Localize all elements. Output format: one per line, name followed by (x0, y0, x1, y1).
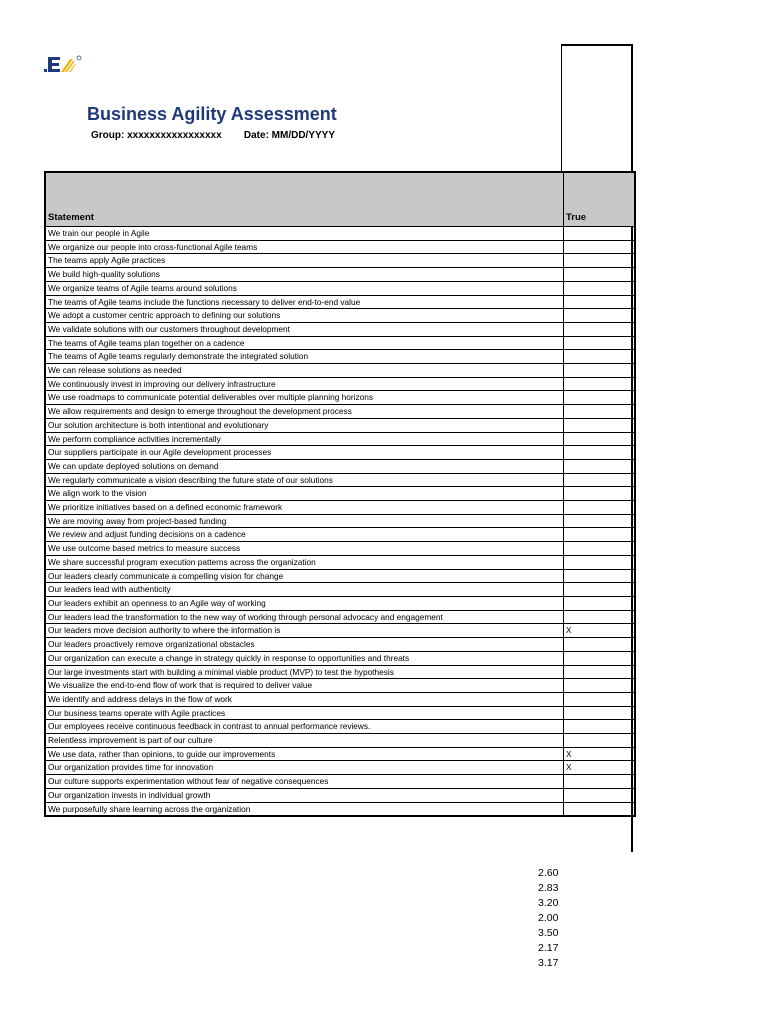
frame-top-border (561, 44, 633, 46)
true-cell[interactable] (564, 446, 636, 460)
table-row (45, 761, 635, 775)
true-cell[interactable] (564, 514, 636, 528)
score-value: 2.83 (538, 882, 559, 894)
true-cell[interactable] (564, 309, 636, 323)
table-row (45, 528, 635, 542)
true-cell[interactable]: X (564, 624, 636, 638)
table-row (45, 309, 635, 323)
table-row (45, 747, 635, 761)
true-cell[interactable] (564, 596, 636, 610)
table-row (45, 788, 635, 802)
true-cell[interactable] (564, 665, 636, 679)
table-row (45, 336, 635, 350)
statement-cell: Our organization provides time for innovation (45, 761, 564, 775)
statement-cell: We align work to the vision (45, 487, 564, 501)
table-row (45, 295, 635, 309)
statement-cell: Our solution architecture is both intentional and evolutionary (45, 418, 564, 432)
true-cell[interactable] (564, 377, 636, 391)
statement-cell: Our leaders lead the transformation to the new way of working through personal advocacy and engagement (45, 610, 564, 624)
true-cell[interactable] (564, 281, 636, 295)
score-value: 2.00 (538, 912, 559, 924)
statement-cell: We adopt a customer centric approach to defining our solutions (45, 309, 564, 323)
true-cell[interactable] (564, 583, 636, 597)
statement-cell: We review and adjust funding decisions on a cadence (45, 528, 564, 542)
table-row (45, 706, 635, 720)
statement-cell: Our culture supports experimentation without fear of negative consequences (45, 775, 564, 789)
true-cell[interactable] (564, 487, 636, 501)
statement-cell: The teams of Agile teams plan together on a cadence (45, 336, 564, 350)
e-logo-icon (44, 54, 84, 76)
table-row (45, 651, 635, 665)
table-row (45, 446, 635, 460)
assessment-table (44, 171, 636, 817)
statement-cell: Our leaders proactively remove organizational obstacles (45, 638, 564, 652)
score-value: 3.20 (538, 897, 559, 909)
true-cell[interactable] (564, 788, 636, 802)
table-row (45, 514, 635, 528)
header-meta (91, 130, 335, 141)
table-row (45, 391, 635, 405)
column-header-true: True (564, 172, 636, 227)
statement-cell: Our leaders clearly communicate a compelling vision for change (45, 569, 564, 583)
true-cell[interactable] (564, 720, 636, 734)
true-cell[interactable]: X (564, 761, 636, 775)
statement-cell: We purposefully share learning across the organization (45, 802, 564, 816)
statement-cell: The teams of Agile teams regularly demonstrate the integrated solution (45, 350, 564, 364)
true-cell[interactable] (564, 391, 636, 405)
true-cell[interactable] (564, 692, 636, 706)
table-row (45, 473, 635, 487)
table-row (45, 268, 635, 282)
table-row (45, 775, 635, 789)
statement-cell: Our organization invests in individual growth (45, 788, 564, 802)
statement-cell: We identify and address delays in the flow of work (45, 692, 564, 706)
true-cell[interactable] (564, 528, 636, 542)
date-label: Date: MM/DD/YYYY (243, 130, 336, 141)
true-cell[interactable] (564, 322, 636, 336)
statement-cell: Our leaders move decision authority to where the information is (45, 624, 564, 638)
table-row (45, 610, 635, 624)
true-cell[interactable] (564, 610, 636, 624)
statement-cell: We use data, rather than opinions, to guide our improvements (45, 747, 564, 761)
true-cell[interactable] (564, 336, 636, 350)
statement-cell: The teams apply Agile practices (45, 254, 564, 268)
group-label: Group: xxxxxxxxxxxxxxxxx (91, 130, 222, 141)
true-cell[interactable] (564, 542, 636, 556)
table-row (45, 227, 635, 241)
table-row (45, 254, 635, 268)
true-cell[interactable] (564, 268, 636, 282)
statement-cell: We continuously invest in improving our delivery infrastructure (45, 377, 564, 391)
true-cell[interactable] (564, 350, 636, 364)
table-row (45, 377, 635, 391)
statement-cell: We organize teams of Agile teams around solutions (45, 281, 564, 295)
statement-cell: We prioritize initiatives based on a defined economic framework (45, 501, 564, 515)
statement-cell: Our large investments start with building a minimal viable product (MVP) to test the hypothesis (45, 665, 564, 679)
statement-cell: We perform compliance activities incrementally (45, 432, 564, 446)
table-body (45, 227, 635, 817)
table-row (45, 734, 635, 748)
true-cell[interactable] (564, 501, 636, 515)
column-header-statement: Statement (45, 172, 564, 227)
statement-cell: The teams of Agile teams include the functions necessary to deliver end-to-end value (45, 295, 564, 309)
statement-cell: We allow requirements and design to emerge throughout the development process (45, 405, 564, 419)
statement-cell: Our organization can execute a change in strategy quickly in response to opportunities and threats (45, 651, 564, 665)
table-header-row (45, 172, 635, 227)
true-cell[interactable] (564, 569, 636, 583)
table-row (45, 432, 635, 446)
true-cell[interactable] (564, 364, 636, 378)
statement-cell: We visualize the end-to-end flow of work that is required to deliver value (45, 679, 564, 693)
statement-cell: We organize our people into cross-functional Agile teams (45, 240, 564, 254)
statement-cell: We can update deployed solutions on demand (45, 459, 564, 473)
true-cell[interactable] (564, 227, 636, 241)
table-row (45, 281, 635, 295)
table-row (45, 542, 635, 556)
table-row (45, 240, 635, 254)
statement-cell: Our leaders lead with authenticity (45, 583, 564, 597)
table-row (45, 679, 635, 693)
frame-left-border (561, 44, 562, 172)
table-row (45, 555, 635, 569)
table-row (45, 364, 635, 378)
statement-cell: Relentless improvement is part of our culture (45, 734, 564, 748)
statement-cell: We validate solutions with our customers throughout development (45, 322, 564, 336)
statement-cell: Our employees receive continuous feedback in contrast to annual performance reviews. (45, 720, 564, 734)
true-cell[interactable] (564, 734, 636, 748)
true-cell[interactable] (564, 638, 636, 652)
table-row (45, 692, 635, 706)
true-cell[interactable] (564, 295, 636, 309)
table-row (45, 350, 635, 364)
table-row (45, 638, 635, 652)
true-cell[interactable] (564, 254, 636, 268)
true-cell[interactable] (564, 679, 636, 693)
true-cell[interactable] (564, 651, 636, 665)
true-cell[interactable] (564, 775, 636, 789)
score-value: 3.17 (538, 957, 559, 969)
table-row (45, 459, 635, 473)
table-row (45, 596, 635, 610)
true-cell[interactable] (564, 802, 636, 816)
table-row (45, 569, 635, 583)
true-cell[interactable] (564, 459, 636, 473)
true-cell[interactable] (564, 405, 636, 419)
statement-cell: We regularly communicate a vision describing the future state of our solutions (45, 473, 564, 487)
true-cell[interactable] (564, 240, 636, 254)
score-value: 2.60 (538, 867, 559, 879)
table-row (45, 501, 635, 515)
table-row (45, 405, 635, 419)
true-cell[interactable]: X (564, 747, 636, 761)
statement-cell: We share successful program execution patterns across the organization (45, 555, 564, 569)
true-cell[interactable] (564, 555, 636, 569)
statement-cell: Our suppliers participate in our Agile development processes (45, 446, 564, 460)
statement-cell: Our business teams operate with Agile practices (45, 706, 564, 720)
statement-cell: We are moving away from project-based funding (45, 514, 564, 528)
true-cell[interactable] (564, 432, 636, 446)
table-row (45, 720, 635, 734)
true-cell[interactable] (564, 706, 636, 720)
true-cell[interactable] (564, 473, 636, 487)
table-row (45, 583, 635, 597)
statement-cell: Our leaders exhibit an openness to an Agile way of working (45, 596, 564, 610)
score-value: 2.17 (538, 942, 559, 954)
score-value: 3.50 (538, 927, 559, 939)
statement-cell: We train our people in Agile (45, 227, 564, 241)
true-cell[interactable] (564, 418, 636, 432)
statement-cell: We can release solutions as needed (45, 364, 564, 378)
table-row (45, 802, 635, 816)
table-row (45, 487, 635, 501)
table-row (45, 624, 635, 638)
statement-cell: We use outcome based metrics to measure success (45, 542, 564, 556)
table-row (45, 665, 635, 679)
page-title: Business Agility Assessment (87, 104, 337, 124)
table-row (45, 322, 635, 336)
statement-cell: We use roadmaps to communicate potential deliverables over multiple planning horizons (45, 391, 564, 405)
table-row (45, 418, 635, 432)
statement-cell: We build high-quality solutions (45, 268, 564, 282)
score-list (538, 866, 558, 971)
